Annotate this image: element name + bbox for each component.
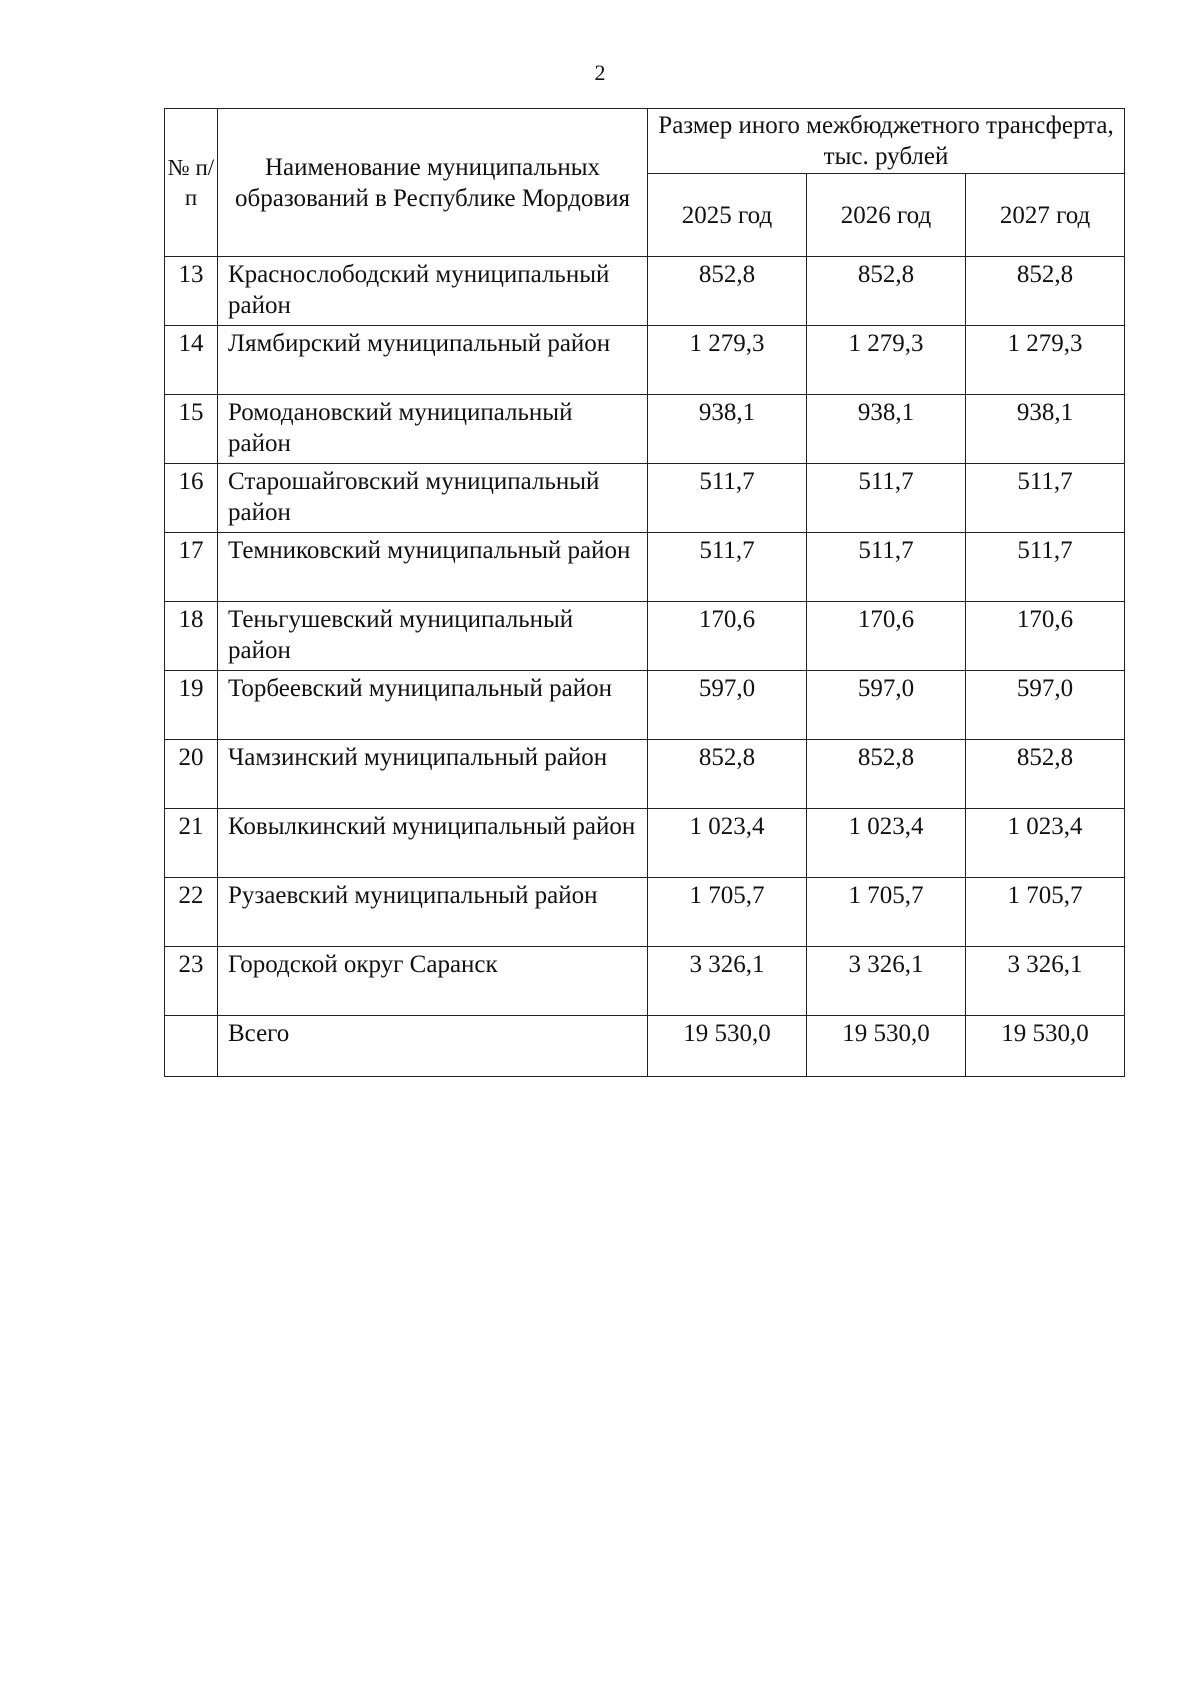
row-value-2025: 852,8: [648, 257, 807, 326]
row-value-2026: 597,0: [807, 671, 966, 740]
row-number: 22: [165, 878, 218, 947]
row-value-2025: 3 326,1: [648, 947, 807, 1016]
row-value-2026: 511,7: [807, 464, 966, 533]
row-value-2027: 938,1: [966, 395, 1125, 464]
row-number: 17: [165, 533, 218, 602]
row-municipality: Краснослободский муниципальный район: [218, 257, 648, 326]
table-row: [165, 464, 1125, 533]
row-value-2025: 170,6: [648, 602, 807, 671]
row-value-2027: 1 023,4: [966, 809, 1125, 878]
table-body: [165, 257, 1125, 1077]
row-number: 14: [165, 326, 218, 395]
header-year-2025: 2025 год: [648, 174, 807, 257]
row-value-2026: 3 326,1: [807, 947, 966, 1016]
row-value-2025: 1 705,7: [648, 878, 807, 947]
row-municipality: Торбеевский муниципальный район: [218, 671, 648, 740]
row-number: 16: [165, 464, 218, 533]
table-row: [165, 533, 1125, 602]
row-value-2026: 170,6: [807, 602, 966, 671]
row-value-2026: 938,1: [807, 395, 966, 464]
table-row: [165, 809, 1125, 878]
row-value-2025: 597,0: [648, 671, 807, 740]
total-value-2025: 19 530,0: [648, 1016, 807, 1077]
table-row: [165, 395, 1125, 464]
header-year-2026: 2026 год: [807, 174, 966, 257]
table-row: [165, 326, 1125, 395]
row-municipality: Ковылкинский муниципальный район: [218, 809, 648, 878]
row-municipality: Темниковский муниципальный район: [218, 533, 648, 602]
row-value-2027: 1 705,7: [966, 878, 1125, 947]
total-row: [165, 1016, 1125, 1077]
row-value-2025: 938,1: [648, 395, 807, 464]
header-year-2027: 2027 год: [966, 174, 1125, 257]
row-value-2026: 852,8: [807, 257, 966, 326]
table-row: [165, 671, 1125, 740]
row-value-2026: 511,7: [807, 533, 966, 602]
table-row: [165, 602, 1125, 671]
header-number: № п/п: [165, 109, 218, 257]
row-value-2027: 852,8: [966, 740, 1125, 809]
row-value-2025: 1 279,3: [648, 326, 807, 395]
total-number: [165, 1016, 218, 1077]
transfers-table: [164, 108, 1125, 1077]
row-value-2027: 511,7: [966, 533, 1125, 602]
row-number: 13: [165, 257, 218, 326]
row-number: 21: [165, 809, 218, 878]
row-value-2025: 1 023,4: [648, 809, 807, 878]
table-row: [165, 257, 1125, 326]
row-value-2025: 511,7: [648, 533, 807, 602]
row-municipality: Рузаевский муниципальный район: [218, 878, 648, 947]
row-number: 18: [165, 602, 218, 671]
row-value-2026: 1 279,3: [807, 326, 966, 395]
row-value-2026: 1 705,7: [807, 878, 966, 947]
table-row: [165, 878, 1125, 947]
table-row: [165, 740, 1125, 809]
row-value-2026: 1 023,4: [807, 809, 966, 878]
row-number: 23: [165, 947, 218, 1016]
row-municipality: Городской округ Саранск: [218, 947, 648, 1016]
table-row: [165, 947, 1125, 1016]
row-value-2027: 1 279,3: [966, 326, 1125, 395]
row-value-2027: 170,6: [966, 602, 1125, 671]
row-number: 20: [165, 740, 218, 809]
total-value-2027: 19 530,0: [966, 1016, 1125, 1077]
total-value-2026: 19 530,0: [807, 1016, 966, 1077]
row-municipality: Старошайговский муниципальный район: [218, 464, 648, 533]
page-number: 2: [594, 60, 606, 85]
row-value-2027: 597,0: [966, 671, 1125, 740]
header-transfer-amount: Размер иного межбюджетного трансферта, тыс. рублей: [648, 109, 1125, 174]
row-number: 15: [165, 395, 218, 464]
row-municipality: Ромодановский муниципальный район: [218, 395, 648, 464]
header-municipality: Наименование муниципальных образований в Республике Мордовия: [218, 109, 648, 257]
row-municipality: Лямбирский муниципальный район: [218, 326, 648, 395]
row-value-2025: 511,7: [648, 464, 807, 533]
table-header: [165, 109, 1125, 257]
row-number: 19: [165, 671, 218, 740]
row-value-2025: 852,8: [648, 740, 807, 809]
row-value-2026: 852,8: [807, 740, 966, 809]
row-value-2027: 3 326,1: [966, 947, 1125, 1016]
row-value-2027: 511,7: [966, 464, 1125, 533]
row-municipality: Чамзинский муниципальный район: [218, 740, 648, 809]
row-municipality: Теньгушевский муниципальный район: [218, 602, 648, 671]
row-value-2027: 852,8: [966, 257, 1125, 326]
total-label: Всего: [218, 1016, 648, 1077]
